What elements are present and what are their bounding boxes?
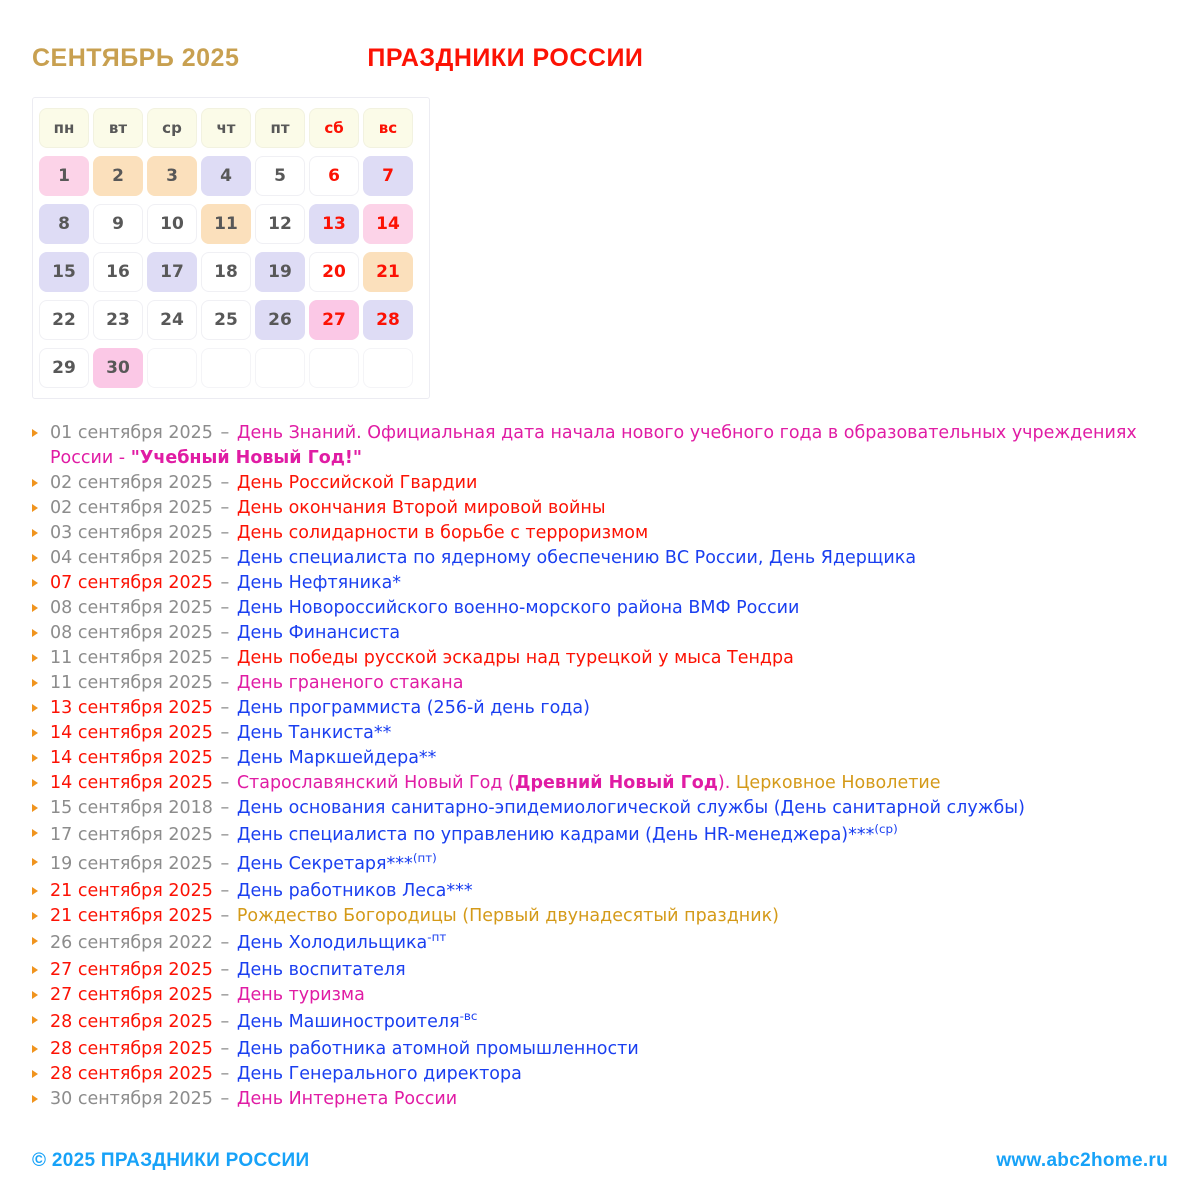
holiday-name-part[interactable]: День Холодильщика — [236, 933, 428, 953]
holiday-list-item — [30, 471, 1170, 496]
holiday-date: 14 сентября 2025 — [50, 723, 213, 743]
calendar-day-10[interactable]: 10 — [147, 204, 197, 244]
calendar-day-25[interactable]: 25 — [201, 300, 251, 340]
holiday-date: 27 сентября 2025 — [50, 960, 213, 980]
holiday-name-part[interactable]: ). — [717, 773, 736, 793]
calendar-day-26[interactable]: 26 — [255, 300, 305, 340]
calendar-week-row — [39, 152, 424, 200]
holiday-name-part[interactable]: -вс — [459, 1009, 478, 1024]
holiday-date: 19 сентября 2025 — [50, 854, 213, 874]
triangle-right-icon — [32, 858, 38, 866]
holiday-name-part[interactable]: День специалиста по управлению кадрами (День HR-менеджера)*** — [236, 825, 875, 845]
holiday-dash: – — [214, 1012, 235, 1032]
holiday-name-part[interactable]: "Учебный Новый Год!" — [130, 448, 363, 468]
holiday-date: 21 сентября 2025 — [50, 906, 213, 926]
holiday-name-part[interactable]: Древний Новый Год — [514, 773, 718, 793]
holiday-date: 28 сентября 2025 — [50, 1039, 213, 1059]
holiday-dash: – — [214, 1064, 235, 1084]
calendar-day-5[interactable]: 5 — [255, 156, 305, 196]
triangle-right-icon — [32, 1095, 38, 1103]
holiday-date: 08 сентября 2025 — [50, 598, 213, 618]
triangle-right-icon — [32, 729, 38, 737]
calendar-empty-cell — [363, 348, 413, 388]
holiday-name-part[interactable]: День Секретаря*** — [236, 854, 413, 874]
holiday-list-item — [30, 983, 1170, 1008]
footer-website-link[interactable]: www.abc2home.ru — [996, 1150, 1168, 1171]
triangle-right-icon — [32, 479, 38, 487]
holiday-list-item — [30, 571, 1170, 596]
triangle-right-icon — [32, 504, 38, 512]
holiday-name-part[interactable]: День программиста (256-й день года) — [236, 698, 590, 718]
triangle-right-icon — [32, 829, 38, 837]
holiday-list-item — [30, 850, 1170, 879]
holiday-dash: – — [214, 960, 235, 980]
holiday-list-item — [30, 671, 1170, 696]
calendar-day-12[interactable]: 12 — [255, 204, 305, 244]
holiday-date: 08 сентября 2025 — [50, 623, 213, 643]
holiday-date: 11 сентября 2025 — [50, 673, 213, 693]
holiday-dash: – — [214, 423, 235, 443]
holiday-list-item — [30, 596, 1170, 621]
holiday-date: 02 сентября 2025 — [50, 498, 213, 518]
holiday-list-item — [30, 721, 1170, 746]
calendar-weekday-пт: пт — [255, 108, 305, 148]
triangle-right-icon — [32, 887, 38, 895]
holiday-dash: – — [214, 573, 235, 593]
triangle-right-icon — [32, 804, 38, 812]
holiday-list-item — [30, 521, 1170, 546]
holiday-name-part[interactable]: День Российской Гвардии — [236, 473, 478, 493]
holiday-name-part[interactable]: День специалиста по ядерному обеспечению ВС России, День Ядерщика — [236, 548, 917, 568]
holiday-dash: – — [214, 748, 235, 768]
holiday-name-part[interactable]: День Интернета России — [236, 1089, 458, 1109]
triangle-right-icon — [32, 754, 38, 762]
holiday-list-item — [30, 421, 1170, 471]
calendar-day-14[interactable]: 14 — [363, 204, 413, 244]
holiday-list-item — [30, 1062, 1170, 1087]
holiday-date: 04 сентября 2025 — [50, 548, 213, 568]
holiday-date: 30 сентября 2025 — [50, 1089, 213, 1109]
calendar-day-30[interactable]: 30 — [93, 348, 143, 388]
holiday-list-item — [30, 821, 1170, 850]
holiday-list-item — [30, 746, 1170, 771]
holiday-date: 15 сентября 2018 — [50, 798, 213, 818]
triangle-right-icon — [32, 779, 38, 787]
calendar-day-27[interactable]: 27 — [309, 300, 359, 340]
holiday-dash: – — [214, 854, 235, 874]
calendar-empty-cell — [309, 348, 359, 388]
calendar-day-11[interactable]: 11 — [201, 204, 251, 244]
holiday-name-part[interactable]: День Финансиста — [236, 623, 401, 643]
triangle-right-icon — [32, 991, 38, 999]
holiday-list-item — [30, 696, 1170, 721]
holiday-name-part[interactable]: Рождество Богородицы (Первый двунадесятый праздник) — [236, 906, 780, 926]
triangle-right-icon — [32, 429, 38, 437]
triangle-right-icon — [32, 1016, 38, 1024]
holiday-list-item — [30, 771, 1170, 796]
calendar-day-16[interactable]: 16 — [93, 252, 143, 292]
holiday-name-part[interactable]: Церковное Новолетие — [735, 773, 941, 793]
holiday-name-part[interactable]: День победы русской эскадры над турецкой у мыса Тендра — [236, 648, 794, 668]
page-title: ПРАЗДНИКИ РОССИИ — [367, 44, 644, 72]
holiday-dash: – — [214, 673, 235, 693]
holiday-dash: – — [214, 881, 235, 901]
triangle-right-icon — [32, 654, 38, 662]
footer-copyright: © 2025 ПРАЗДНИКИ РОССИИ — [32, 1150, 310, 1171]
holiday-list-item — [30, 958, 1170, 983]
holiday-list-item — [30, 1008, 1170, 1037]
calendar-week-row — [39, 296, 424, 344]
calendar-weekday-header-row — [39, 104, 424, 152]
calendar-empty-cell — [255, 348, 305, 388]
holiday-list-item — [30, 904, 1170, 929]
calendar-day-2[interactable]: 2 — [93, 156, 143, 196]
calendar-day-4[interactable]: 4 — [201, 156, 251, 196]
calendar-day-8[interactable]: 8 — [39, 204, 89, 244]
calendar-day-23[interactable]: 23 — [93, 300, 143, 340]
calendar-week-row — [39, 248, 424, 296]
calendar-weekday-вс: вс — [363, 108, 413, 148]
month-title: СЕНТЯБРЬ 2025 — [32, 44, 240, 72]
holiday-date: 03 сентября 2025 — [50, 523, 213, 543]
holiday-name-part[interactable]: (ср) — [874, 822, 898, 837]
triangle-right-icon — [32, 937, 38, 945]
page-footer — [32, 1150, 1168, 1172]
calendar-day-21[interactable]: 21 — [363, 252, 413, 292]
holiday-dash: – — [214, 723, 235, 743]
calendar-weekday-сб: сб — [309, 108, 359, 148]
calendar-day-24[interactable]: 24 — [147, 300, 197, 340]
holiday-name-part[interactable]: День Знаний. Официальная дата начала нового учебного года в образовательных учреждениях России - — [50, 423, 1137, 468]
holiday-list — [30, 421, 1170, 1112]
holiday-dash: – — [214, 498, 235, 518]
holiday-list-item — [30, 546, 1170, 571]
holiday-name-part[interactable]: -пт — [427, 930, 447, 945]
holiday-date: 01 сентября 2025 — [50, 423, 213, 443]
calendar-day-17[interactable]: 17 — [147, 252, 197, 292]
holiday-list-item — [30, 1087, 1170, 1112]
holiday-name-part[interactable]: День Нефтяника* — [236, 573, 402, 593]
holiday-name-part[interactable]: День Генерального директора — [236, 1064, 522, 1084]
holiday-dash: – — [214, 825, 235, 845]
holiday-date: 17 сентября 2025 — [50, 825, 213, 845]
holiday-name-part[interactable]: Старославянский Новый Год ( — [236, 773, 515, 793]
triangle-right-icon — [32, 704, 38, 712]
holiday-name-part[interactable]: День Машиностроителя — [236, 1012, 460, 1032]
holiday-name-part[interactable]: День работника атомной промышленности — [236, 1039, 639, 1059]
holiday-list-item — [30, 496, 1170, 521]
calendar-day-7[interactable]: 7 — [363, 156, 413, 196]
calendar-weekday-пн: пн — [39, 108, 89, 148]
holiday-name-part[interactable]: День Маркшейдера** — [236, 748, 437, 768]
holiday-name-part[interactable]: День Танкиста** — [236, 723, 392, 743]
triangle-right-icon — [32, 554, 38, 562]
holiday-date: 14 сентября 2025 — [50, 748, 213, 768]
triangle-right-icon — [32, 966, 38, 974]
triangle-right-icon — [32, 629, 38, 637]
holiday-date: 21 сентября 2025 — [50, 881, 213, 901]
holiday-dash: – — [214, 798, 235, 818]
triangle-right-icon — [32, 604, 38, 612]
holiday-date: 26 сентября 2022 — [50, 933, 213, 953]
calendar-day-6[interactable]: 6 — [309, 156, 359, 196]
calendar-week-row — [39, 344, 424, 392]
calendar-day-28[interactable]: 28 — [363, 300, 413, 340]
holiday-dash: – — [214, 773, 235, 793]
holiday-list-item — [30, 929, 1170, 958]
calendar-body — [39, 152, 424, 392]
holiday-name-part[interactable]: (пт) — [412, 851, 437, 866]
holiday-name-part[interactable]: День Новороссийского военно-морского района ВМФ России — [236, 598, 800, 618]
triangle-right-icon — [32, 579, 38, 587]
calendar-weekday-чт: чт — [201, 108, 251, 148]
calendar-day-15[interactable]: 15 — [39, 252, 89, 292]
holiday-date: 13 сентября 2025 — [50, 698, 213, 718]
holiday-dash: – — [214, 1039, 235, 1059]
calendar-day-22[interactable]: 22 — [39, 300, 89, 340]
holiday-name-part[interactable]: День работников Леса*** — [236, 881, 473, 901]
calendar-day-20[interactable]: 20 — [309, 252, 359, 292]
calendar-day-29[interactable]: 29 — [39, 348, 89, 388]
holiday-dash: – — [214, 548, 235, 568]
holiday-dash: – — [214, 523, 235, 543]
holiday-dash: – — [214, 648, 235, 668]
holiday-dash: – — [214, 623, 235, 643]
holiday-date: 02 сентября 2025 — [50, 473, 213, 493]
holiday-date: 14 сентября 2025 — [50, 773, 213, 793]
calendar-weekday-ср: ср — [147, 108, 197, 148]
holiday-dash: – — [214, 1089, 235, 1109]
calendar-empty-cell — [201, 348, 251, 388]
holiday-name-part[interactable]: День окончания Второй мировой войны — [236, 498, 606, 518]
calendar-day-19[interactable]: 19 — [255, 252, 305, 292]
holiday-name-part[interactable]: День основания санитарно-эпидемиологической службы (День санитарной службы) — [236, 798, 1025, 818]
holiday-name-part[interactable]: День граненого стакана — [236, 673, 464, 693]
calendar-empty-cell — [147, 348, 197, 388]
calendar-day-18[interactable]: 18 — [201, 252, 251, 292]
holiday-dash: – — [214, 473, 235, 493]
holiday-name-part[interactable]: День туризма — [236, 985, 365, 1005]
holiday-list-item — [30, 646, 1170, 671]
holiday-name-part[interactable]: День воспитателя — [236, 960, 406, 980]
holiday-list-item — [30, 621, 1170, 646]
holiday-dash: – — [214, 985, 235, 1005]
calendar-week-row — [39, 200, 424, 248]
holiday-dash: – — [214, 598, 235, 618]
calendar-day-13[interactable]: 13 — [309, 204, 359, 244]
triangle-right-icon — [32, 529, 38, 537]
calendar-weekday-вт: вт — [93, 108, 143, 148]
holiday-dash: – — [214, 698, 235, 718]
triangle-right-icon — [32, 1070, 38, 1078]
holiday-date: 07 сентября 2025 — [50, 573, 213, 593]
holiday-dash: – — [214, 933, 235, 953]
triangle-right-icon — [32, 1045, 38, 1053]
triangle-right-icon — [32, 912, 38, 920]
holiday-date: 27 сентября 2025 — [50, 985, 213, 1005]
holiday-list-item — [30, 796, 1170, 821]
calendar-widget — [32, 97, 430, 399]
triangle-right-icon — [32, 679, 38, 687]
holiday-date: 28 сентября 2025 — [50, 1012, 213, 1032]
calendar-day-1[interactable]: 1 — [39, 156, 89, 196]
page-header — [0, 0, 1200, 73]
calendar-day-9[interactable]: 9 — [93, 204, 143, 244]
holiday-date: 11 сентября 2025 — [50, 648, 213, 668]
holiday-name-part[interactable]: День солидарности в борьбе с терроризмом — [236, 523, 649, 543]
holiday-list-item — [30, 1037, 1170, 1062]
holiday-list-item — [30, 879, 1170, 904]
calendar-day-3[interactable]: 3 — [147, 156, 197, 196]
holiday-dash: – — [214, 906, 235, 926]
holiday-date: 28 сентября 2025 — [50, 1064, 213, 1084]
